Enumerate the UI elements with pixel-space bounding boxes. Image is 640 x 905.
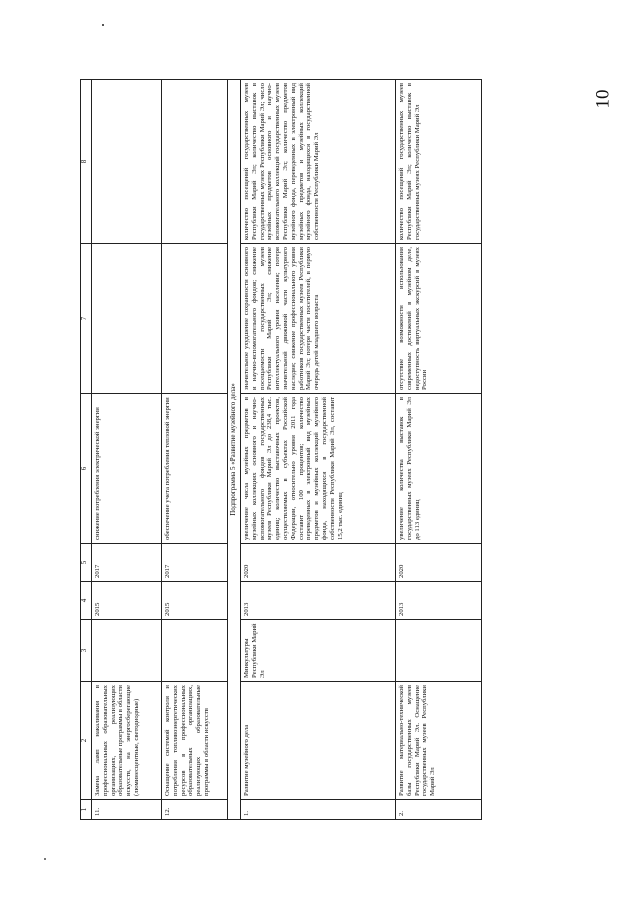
- measure-title: Развитие материально-технической базы государственных музеев Республики Марий Эл. Оснащение государственных музеев Республики Марий Эл: [396, 682, 482, 800]
- indicators: количество посещений государственных музеев Республики Марий Эл; количество выставок в государственных музеях Республики Марий Эл: [396, 80, 482, 244]
- end-year: 2017: [92, 544, 162, 582]
- consequences: [162, 244, 228, 394]
- column-header: 7: [81, 244, 92, 394]
- consequences: отсутствие возможности использования современных достижений в музейном деле, недоступность виртуальных экскурсий в музеях России: [396, 244, 482, 394]
- measure-title: Развитие музейного дела: [241, 682, 396, 800]
- column-header: 4: [81, 582, 92, 620]
- table-row: [92, 80, 162, 820]
- start-year: 2015: [162, 582, 228, 620]
- scan-speck: [44, 858, 46, 860]
- end-year: 2020: [241, 544, 396, 582]
- end-year: 2020: [396, 544, 482, 582]
- column-header: 6: [81, 394, 92, 544]
- start-year: 2013: [241, 582, 396, 620]
- subprogram-row: [228, 80, 241, 820]
- page-number: 10: [592, 89, 614, 109]
- row-number: 1.: [241, 800, 396, 820]
- row-number: 2.: [396, 800, 482, 820]
- rotated-table-wrapper: [80, 80, 495, 820]
- expected-result: увеличение числа музейных предметов в музейных коллекциях основного и научно-вспомогательного фондов государственных музеев Республики Марий Эл до 238,4 тыс. единиц; количество выставочных проектов, осуществляемых в субъектах Российской Федерации, относительно уровня 2011 года составит 100 процентов; количество переведенных в электронный вид музейных предметов и музейных коллекций музейного фонда, находящихся в государственной собственности Республики Марий Эл, составит 15,2 тыс. единиц: [241, 394, 396, 544]
- start-year: 2013: [396, 582, 482, 620]
- expected-result: снижение потребления электрической энергии: [92, 394, 162, 544]
- subprogram-title: Подпрограмма 5 «Развитие музейного дела»: [228, 80, 241, 820]
- expected-result: обеспечение учета потребления тепловой энергии: [162, 394, 228, 544]
- table-row: [162, 80, 228, 820]
- measure-title: Оснащение системой контроля и потребления топливоэнергетических ресурсов в профессиональных образовательных организациях, реализующих образовательные программы в области искусств: [162, 682, 228, 800]
- column-header: 8: [81, 80, 92, 244]
- measure-title: Замена ламп накаливания в профессиональных образовательных организациях, реализующих образовательные программы в области искусств, на энергосберегающие (люминесцентные, светодиодные): [92, 682, 162, 800]
- indicators: [162, 80, 228, 244]
- expected-result: увеличение количества выставок в государственных музеях Республики Марий Эл до 113 единиц: [396, 394, 482, 544]
- executor: [162, 620, 228, 682]
- indicators: количество посещений государственных музеев Республики Марий Эл; количество выставок в государственных музеях Республики Марий Эл; число музейных предметов основного и научно-вспомогательного коллекций государственных музеев Республики Марий Эл; количество предметов музейного фонда, переведенных в электронный вид музейных предметов и музейных коллекций музейного фонда, находящихся в государственной собственности Республики Марий Эл: [241, 80, 396, 244]
- scan-speck: [102, 24, 104, 26]
- table-row: [396, 80, 482, 820]
- row-number: 12.: [162, 800, 228, 820]
- start-year: 2015: [92, 582, 162, 620]
- executor: [92, 620, 162, 682]
- row-number: 11.: [92, 800, 162, 820]
- program-table: [80, 79, 482, 820]
- column-header: 2: [81, 682, 92, 800]
- executor: [396, 620, 482, 682]
- column-header: 3: [81, 620, 92, 682]
- column-header: 5: [81, 544, 92, 582]
- executor: Минкультуры Республики Марий Эл: [241, 620, 396, 682]
- header-row: [81, 80, 92, 820]
- consequences: значительное ухудшение сохранности основного и научно-вспомогательного фондов; снижение посещаемости государственных музеев Республики Марий Эл; снижение интеллектуального уровня населения; потеря значительной движимой части культурного наследия; снижение профессионального уровня работников государственных музеев Республики Марий Эл; потеря части посетителей, в первую очередь детей младшего возраста: [241, 244, 396, 394]
- end-year: 2017: [162, 544, 228, 582]
- indicators: [92, 80, 162, 244]
- consequences: [92, 244, 162, 394]
- table-row: [241, 80, 396, 820]
- column-header: 1: [81, 800, 92, 820]
